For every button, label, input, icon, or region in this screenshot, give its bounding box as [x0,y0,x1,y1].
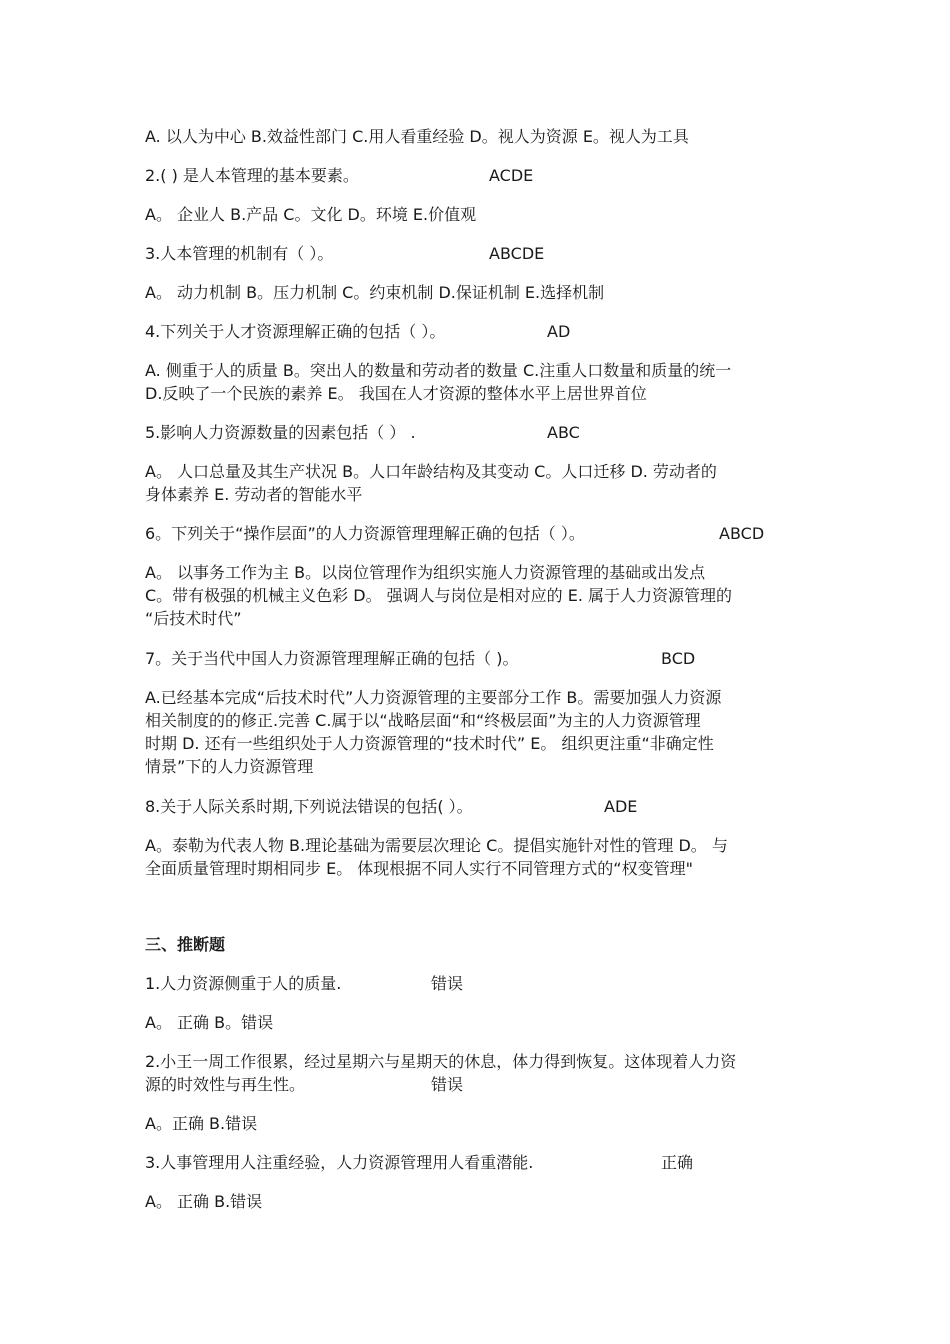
q4-options-line-2: D.反映了一个民族的素养 E。 我国在人才资源的整体水平上居世界首位 [145,384,647,403]
tf-q2-question-line-2: 源的时效性与再生性。 [145,1075,306,1094]
tf-q3-options: A。 正确 B.错误 [145,1192,263,1211]
q2-options: A。 企业人 B.产品 C。文化 D。环境 E.价值观 [145,205,477,224]
q7-answer: BCD [661,649,696,668]
q7-options-line-1: A.已经基本完成“后技术时代”人力资源管理的主要部分工作 B。需要加强人力资源 [145,688,722,707]
q5-options-line-2: 身体素养 E. 劳动者的智能水平 [145,485,363,504]
q7-options-line-4: 情景”下的人力资源管理 [145,757,314,776]
q7-options-line-2: 相关制度的的修正.完善 C.属于以“战略层面“和“终极层面”为主的人力资源管理 [145,711,701,730]
q7-question: 7。关于当代中国人力资源管理理解正确的包括（ )。 [145,649,519,668]
q3-answer: ABCDE [489,244,545,263]
tf-q3-question: 3.人事管理用人注重经验，人力资源管理用人看重潜能. [145,1153,534,1172]
q2-answer: ACDE [489,166,534,185]
q1-options: A. 以人为中心 B.效益性部门 C.用人看重经验 D。视人为资源 E。视人为工具 [145,127,689,146]
q3-question: 3.人本管理的机制有（ ）。 [145,244,334,263]
tf-q1-options: A。 正确 B。错误 [145,1013,274,1032]
tf-q1-answer: 错误 [431,974,464,993]
q8-options-line-1: A。泰勒为代表人物 B.理论基础为需要层次理论 C。提倡实施针对性的管理 D。 与 [145,836,728,855]
q6-options-line-1: A。 以事务工作为主 B。以岗位管理作为组织实施人力资源管理的基础或出发点 [145,563,706,582]
q4-question: 4.下列关于人才资源理解正确的包括（ ）。 [145,322,446,341]
tf-q2-question-line-1: 2.小王一周工作很累，经过星期六与星期天的休息，体力得到恢复。这体现着人力资 [145,1052,737,1071]
q3-options: A。 动力机制 B。压力机制 C。约束机制 D.保证机制 E.选择机制 [145,283,605,302]
q8-question: 8.关于人际关系时期,下列说法错误的包括( ）。 [145,797,473,816]
q5-question: 5.影响人力资源数量的因素包括（ ） . [145,423,416,442]
tf-q2-answer: 错误 [431,1075,464,1094]
q5-answer: ABC [547,423,580,442]
q5-options-line-1: A。 人口总量及其生产状况 B。人口年龄结构及其变动 C。人口迁移 D. 劳动者的 [145,462,717,481]
q6-options-line-2: C。带有极强的机械主义色彩 D。 强调人与岗位是相对应的 E. 属于人力资源管理的 [145,586,733,605]
q4-answer: AD [547,322,571,341]
q4-options-line-1: A. 侧重于人的质量 B。突出人的数量和劳动者的数量 C.注重人口数量和质量的统一 [145,361,732,380]
q2-question: 2.( ) 是人本管理的基本要素。 [145,166,359,185]
tf-q2-options: A。正确 B.错误 [145,1114,258,1133]
q6-options-line-3: “后技术时代” [145,609,242,628]
tf-q1-question: 1.人力资源侧重于人的质量. [145,974,342,993]
q8-options-line-2: 全面质量管理时期相同步 E。 体现根据不同人实行不同管理方式的“权变管理" [145,859,693,878]
q6-answer: ABCD [719,524,765,543]
section-heading: 三、推断题 [145,935,226,954]
q7-options-line-3: 时期 D. 还有一些组织处于人力资源管理的“技术时代” E。 组织更注重“非确定性 [145,734,714,753]
q8-answer: ADE [604,797,638,816]
tf-q3-answer: 正确 [661,1153,694,1172]
q6-question: 6。下列关于“操作层面”的人力资源管理理解正确的包括（ ）。 [145,524,585,543]
